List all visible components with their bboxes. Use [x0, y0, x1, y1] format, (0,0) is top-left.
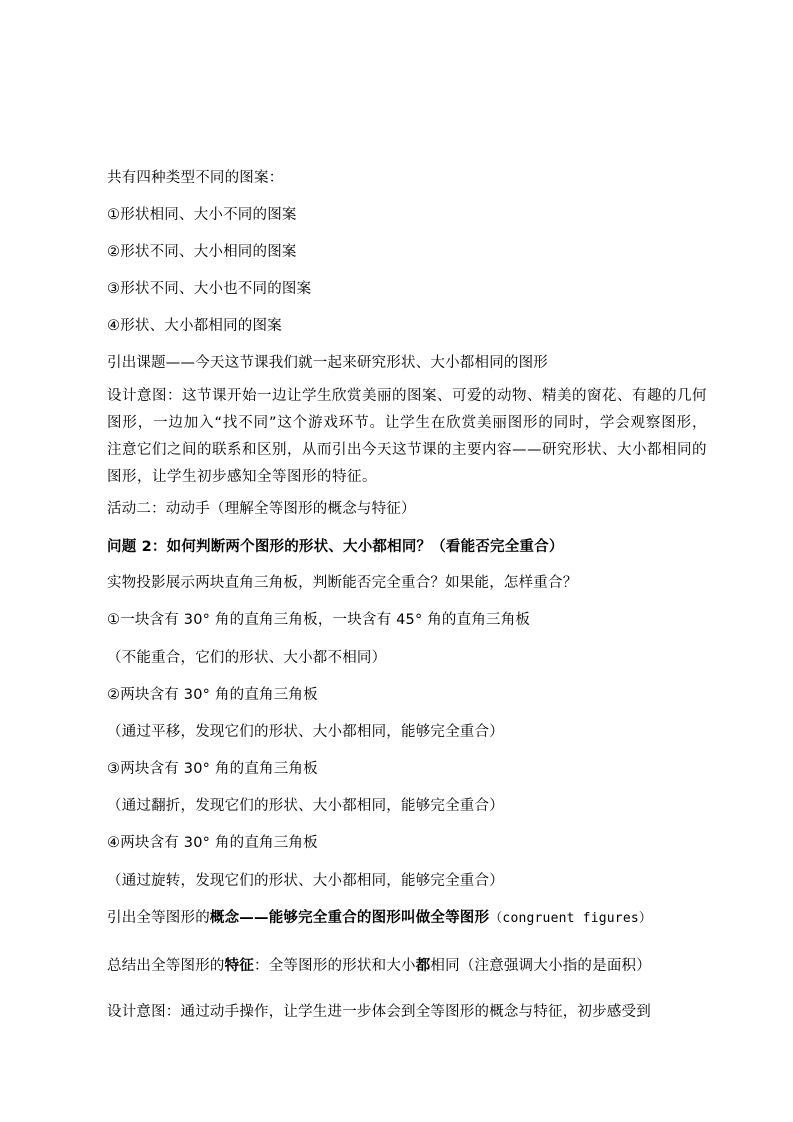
concept-line: [107, 908, 652, 929]
question-heading: 问题 2：如何判断两个图形的形状、大小都相同？（看能否完全重合）: [107, 539, 564, 555]
list-item: ①一块含有 30° 角的直角三角板，一块含有 45° 角的直角三角板: [107, 612, 531, 628]
feature-suffix: 相同（注意强调大小指的是面积）: [430, 958, 651, 974]
list-item-note: （通过平移，发现它们的形状、大小都相同，能够完全重合）: [107, 724, 504, 740]
activity-heading: 活动二：动动手（理解全等图形的概念与特征）: [107, 501, 416, 517]
design-intent-paragraph: 设计意图：这节课开始一边让学生欣赏美丽的图案、可爱的动物、精美的窗花、有趣的几何图形，一边加入“找不同”这个游戏环节。让学生在欣赏美丽图形的同时，学会观察图形，注意它们之间的联系和区别，从而引出今天这节课的主要内容——研究形状、大小都相同的图形，让学生初步感知全等图形的特征。: [107, 388, 707, 485]
feature-line: [107, 956, 651, 976]
list-item-note: （通过旋转，发现它们的形状、大小都相同，能够完全重合）: [107, 873, 504, 889]
list-item: ①形状相同、大小不同的图案: [107, 207, 297, 223]
concept-definition: 概念——能够完全重合的图形叫做全等图形: [209, 910, 490, 926]
topic-intro: 引出课题——今天这节课我们就一起来研究形状、大小都相同的图形: [107, 355, 548, 371]
concept-english: （congruent figures）: [489, 911, 653, 926]
list-item: ②形状不同、大小相同的图案: [107, 244, 297, 260]
feature-emphasis: 都: [415, 958, 431, 974]
feature-keyword: 特征: [224, 958, 255, 974]
concept-prefix: 引出全等图形的: [107, 910, 210, 926]
list-item: ④两块含有 30° 角的直角三角板: [107, 835, 318, 851]
intro-line: 共有四种类型不同的图案：: [107, 170, 284, 186]
feature-prefix: 总结出全等图形的: [107, 958, 225, 974]
feature-text: ：全等图形的形状和大小: [254, 958, 416, 974]
list-item: ④形状、大小都相同的图案: [107, 318, 282, 334]
list-item-note: （通过翻折，发现它们的形状、大小都相同，能够完全重合）: [107, 798, 504, 814]
list-item: ②两块含有 30° 角的直角三角板: [107, 687, 318, 703]
list-item: ③两块含有 30° 角的直角三角板: [107, 761, 318, 777]
list-item: ③形状不同、大小也不同的图案: [107, 281, 312, 297]
list-item-note: （不能重合，它们的形状、大小都不相同）: [107, 650, 387, 666]
question-text: 实物投影展示两块直角三角板，判断能否完全重合？如果能，怎样重合？: [107, 575, 578, 591]
design-intent-line: 设计意图：通过动手操作，让学生进一步体会到全等图形的概念与特征，初步感受到: [107, 1004, 651, 1020]
